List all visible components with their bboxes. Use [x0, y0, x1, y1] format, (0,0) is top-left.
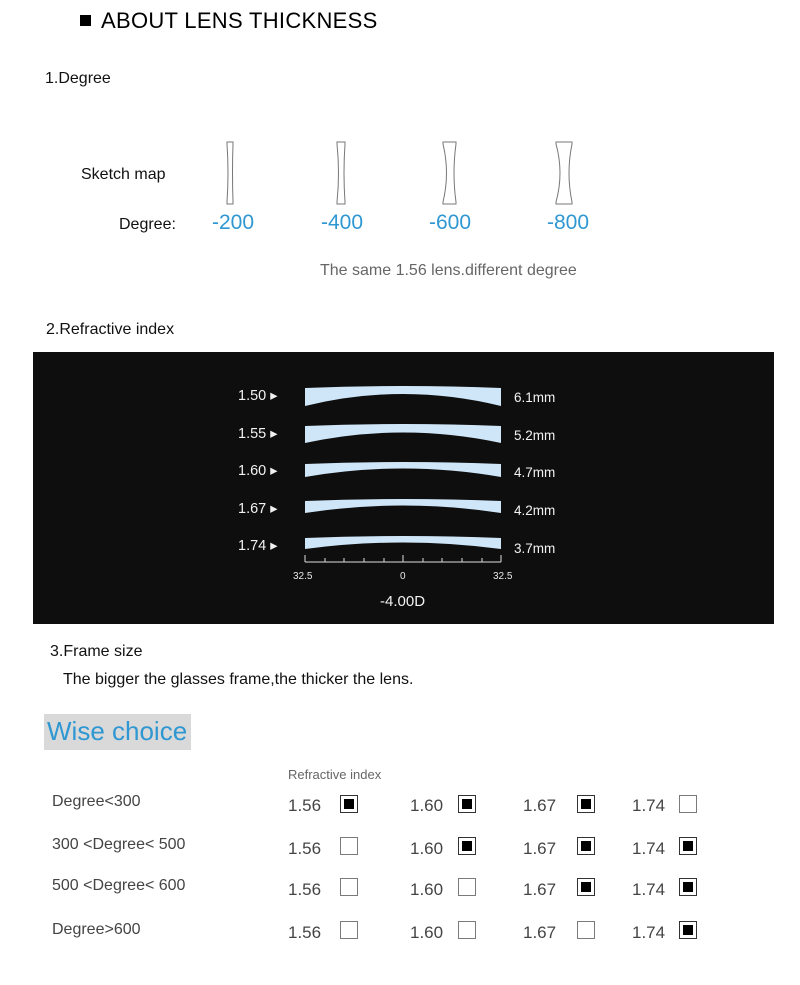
degree-value: -200: [212, 211, 255, 234]
measurement-scale: [305, 555, 501, 562]
option-value: 1.60: [410, 923, 444, 942]
option-checkbox-unchecked[interactable]: [577, 921, 595, 939]
refractive-index-header: Refractive index: [288, 767, 382, 782]
refractive-index-label: 1.60 ▸: [238, 463, 278, 479]
degree-range-label: 500 <Degree< 600: [52, 877, 186, 894]
option-checkbox-unchecked[interactable]: [340, 921, 358, 939]
square-bullet-icon: [80, 15, 91, 26]
scale-tick-label: 0: [400, 571, 406, 582]
lens-profile-diagram: [270, 380, 530, 580]
section-degree-heading: 1.Degree: [45, 70, 111, 87]
option-checkbox-unchecked[interactable]: [458, 878, 476, 896]
lens-thickness-label: 3.7mm: [514, 541, 556, 556]
option-checkbox-checked[interactable]: [577, 795, 595, 813]
lens-thickness-label: 5.2mm: [514, 428, 556, 443]
option-value: 1.56: [288, 839, 322, 858]
lens-profile-167: [305, 499, 501, 513]
degree-label: Degree:: [119, 216, 176, 233]
wise-choice-title: Wise choice: [44, 714, 191, 750]
option-checkbox-checked[interactable]: [577, 837, 595, 855]
frame-size-text: The bigger the glasses frame,the thicker the lens.: [63, 671, 414, 688]
option-value: 1.60: [410, 839, 444, 858]
option-value: 1.56: [288, 796, 322, 815]
option-value: 1.60: [410, 796, 444, 815]
option-checkbox-unchecked[interactable]: [340, 837, 358, 855]
section-refractive-heading: 2.Refractive index: [46, 321, 175, 338]
lens-thickness-label: 4.2mm: [514, 503, 556, 518]
option-checkbox-unchecked[interactable]: [458, 921, 476, 939]
degree-value: -600: [429, 211, 472, 234]
option-value: 1.56: [288, 880, 322, 899]
option-checkbox-unchecked[interactable]: [340, 878, 358, 896]
section-frame-heading: 3.Frame size: [50, 643, 143, 660]
option-checkbox-checked[interactable]: [340, 795, 358, 813]
option-checkbox-checked[interactable]: [458, 795, 476, 813]
lens-thickness-label: 4.7mm: [514, 465, 556, 480]
lens-thickness-label: 6.1mm: [514, 390, 556, 405]
degree-value: -800: [547, 211, 590, 234]
degree-range-label: 300 <Degree< 500: [52, 836, 186, 853]
degree-range-label: Degree<300: [52, 793, 141, 810]
lens-power-label: -4.00D: [380, 593, 426, 610]
refractive-index-label: 1.55 ▸: [238, 426, 278, 442]
option-value: 1.67: [523, 796, 557, 815]
scale-tick-label: 32.5: [293, 571, 313, 582]
degree-value: -400: [321, 211, 364, 234]
lens-profile-174: [305, 536, 501, 549]
option-checkbox-checked[interactable]: [679, 837, 697, 855]
lens-profile-160: [305, 462, 501, 477]
degree-caption: The same 1.56 lens.different degree: [320, 262, 577, 279]
option-value: 1.74: [632, 923, 666, 942]
option-checkbox-checked[interactable]: [679, 921, 697, 939]
option-checkbox-checked[interactable]: [577, 878, 595, 896]
option-value: 1.67: [523, 923, 557, 942]
option-value: 1.74: [632, 796, 666, 815]
degree-range-label: Degree>600: [52, 921, 141, 938]
lens-sketch-200: [222, 140, 240, 206]
option-checkbox-checked[interactable]: [679, 878, 697, 896]
page-title: [80, 8, 378, 34]
lens-sketch-800: [554, 140, 576, 206]
option-value: 1.67: [523, 880, 557, 899]
page-title-text: ABOUT LENS THICKNESS: [101, 8, 378, 33]
option-value: 1.60: [410, 880, 444, 899]
refractive-index-label: 1.74 ▸: [238, 538, 278, 554]
lens-profile-150: [305, 386, 501, 406]
option-value: 1.56: [288, 923, 322, 942]
option-checkbox-unchecked[interactable]: [679, 795, 697, 813]
lens-sketch-400: [333, 140, 351, 206]
option-value: 1.74: [632, 880, 666, 899]
lens-profile-155: [305, 424, 501, 443]
refractive-index-label: 1.50 ▸: [238, 388, 278, 404]
option-value: 1.67: [523, 839, 557, 858]
refractive-index-label: 1.67 ▸: [238, 501, 278, 517]
scale-tick-label: 32.5: [493, 571, 513, 582]
lens-sketch-600: [441, 140, 461, 206]
sketch-map-label: Sketch map: [81, 166, 166, 183]
option-value: 1.74: [632, 839, 666, 858]
option-checkbox-checked[interactable]: [458, 837, 476, 855]
